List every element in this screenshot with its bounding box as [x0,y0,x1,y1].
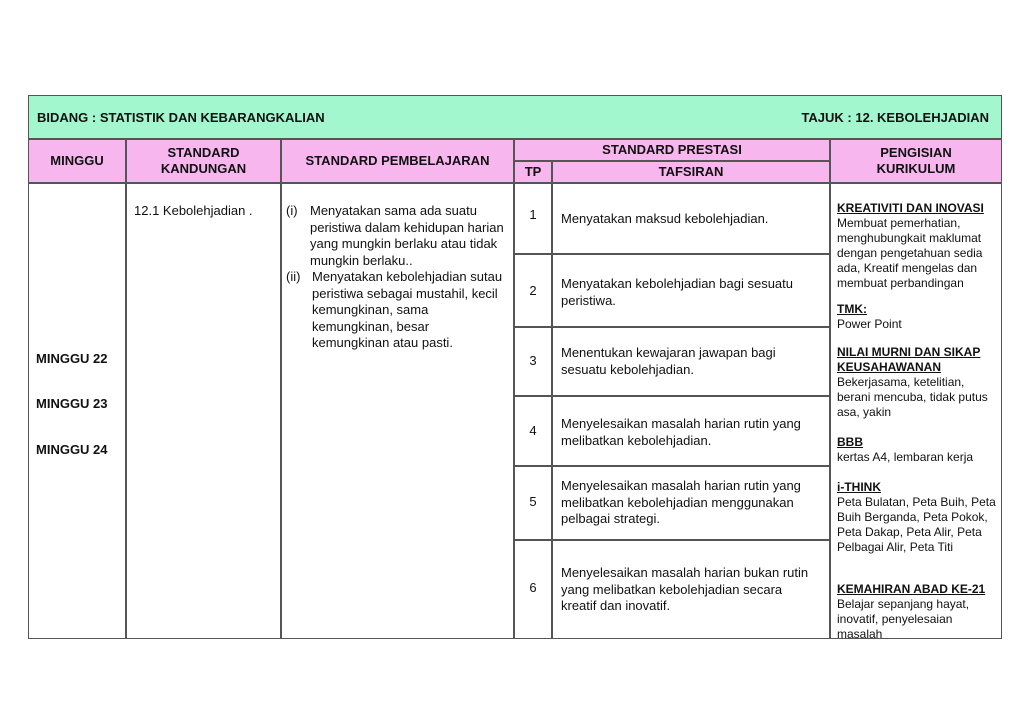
sp-text: Menyatakan kebolehjadian sutau peristiwa sebagai mustahil, kecil kemungkinan, sama kemungkinan, besar kemungkinan atau pasti. [312,269,503,350]
pengisian-body: Power Point [837,317,902,331]
pengisian-heading: KEMAHIRAN ABAD KE-21 [837,582,986,596]
pengisian-block [837,201,997,291]
pengisian-heading: BBB [837,435,863,449]
tp-value: 6 [529,580,537,595]
pengisian-block [837,302,997,332]
tp-value: 2 [529,283,537,298]
header-pengisian-kurikulum: PENGISIAN KURIKULUM [830,139,1002,183]
tajuk-label: TAJUK : 12. KEBOLEHJADIAN [801,110,989,125]
pengisian-block [837,435,997,465]
kandungan-column [126,183,281,639]
pengisian-heading: i-THINK [837,480,881,494]
tp-value: 1 [529,207,537,222]
header-standard-prestasi: STANDARD PRESTASI [514,139,830,161]
minggu-label: MINGGU 24 [36,442,108,457]
tafsiran-text: Menyatakan maksud kebolehjadian. [561,211,769,226]
pengisian-body: Membuat pemerhatian, menghubungkait maklumat dengan pengetahuan sedia ada, Kreatif mengelas dan membuat perbandingan [837,216,983,290]
tafsiran-text: Menentukan kewajaran jawapan bagi sesuatu kebolehjadian. [561,345,776,377]
tp-value: 3 [529,353,537,368]
standard-kandungan-text: 12.1 Kebolehjadian . [134,203,253,218]
minggu-column [28,183,126,639]
bidang-label: BIDANG : STATISTIK DAN KEBARANGKALIAN [37,110,325,125]
pengisian-body: kertas A4, lembaran kerja [837,450,974,464]
sp-text: Menyatakan sama ada suatu peristiwa dalam kehidupan harian yang mungkin berlaku atau tidak mungkin berlaku.. [310,203,504,268]
header-tp: TP [514,161,552,183]
banner-row [28,95,1002,139]
header-minggu: MINGGU [28,139,126,183]
pengisian-heading: TMK: [837,302,867,316]
header-standard-pembelajaran: STANDARD PEMBELAJARAN [281,139,514,183]
sp-marker: (i) [286,203,298,218]
pengisian-body: Belajar sepanjang hayat, inovatif, penyelesaian masalah [837,597,970,641]
minggu-label: MINGGU 22 [36,351,108,366]
pengisian-block [837,345,997,420]
tp-value: 5 [529,494,537,509]
tafsiran-text: Menyelesaikan masalah harian bukan rutin yang melibatkan kebolehjadian secara kreatif dan inovatif. [561,565,809,613]
tp-value: 4 [529,423,537,438]
pengisian-heading: NILAI MURNI DAN SIKAP KEUSAHAWANAN [837,345,981,374]
tafsiran-text: Menyelesaikan masalah harian rutin yang melibatkan kebolehjadian menggunakan pelbagai strategi. [561,478,801,526]
pengisian-body: Peta Bulatan, Peta Buih, Peta Buih Berganda, Peta Pokok, Peta Dakap, Peta Alir, Peta Pelbagai Alir, Peta Titi [837,495,996,554]
tafsiran-text: Menyatakan kebolehjadian bagi sesuatu peristiwa. [561,276,794,308]
tafsiran-text: Menyelesaikan masalah harian rutin yang melibatkan kebolehjadian. [561,416,801,448]
lesson-plan-table [28,95,1002,639]
pengisian-block [837,582,997,642]
header-standard-kandungan: STANDARD KANDUNGAN [126,139,281,183]
pengisian-block [837,480,997,555]
pengisian-heading: KREATIVITI DAN INOVASI [837,201,984,215]
sp-marker: (ii) [286,269,301,284]
minggu-label: MINGGU 23 [36,396,108,411]
header-tafsiran: TAFSIRAN [552,161,830,183]
pengisian-body: Bekerjasama, ketelitian, berani mencuba, tidak putus asa, yakin [837,375,988,419]
